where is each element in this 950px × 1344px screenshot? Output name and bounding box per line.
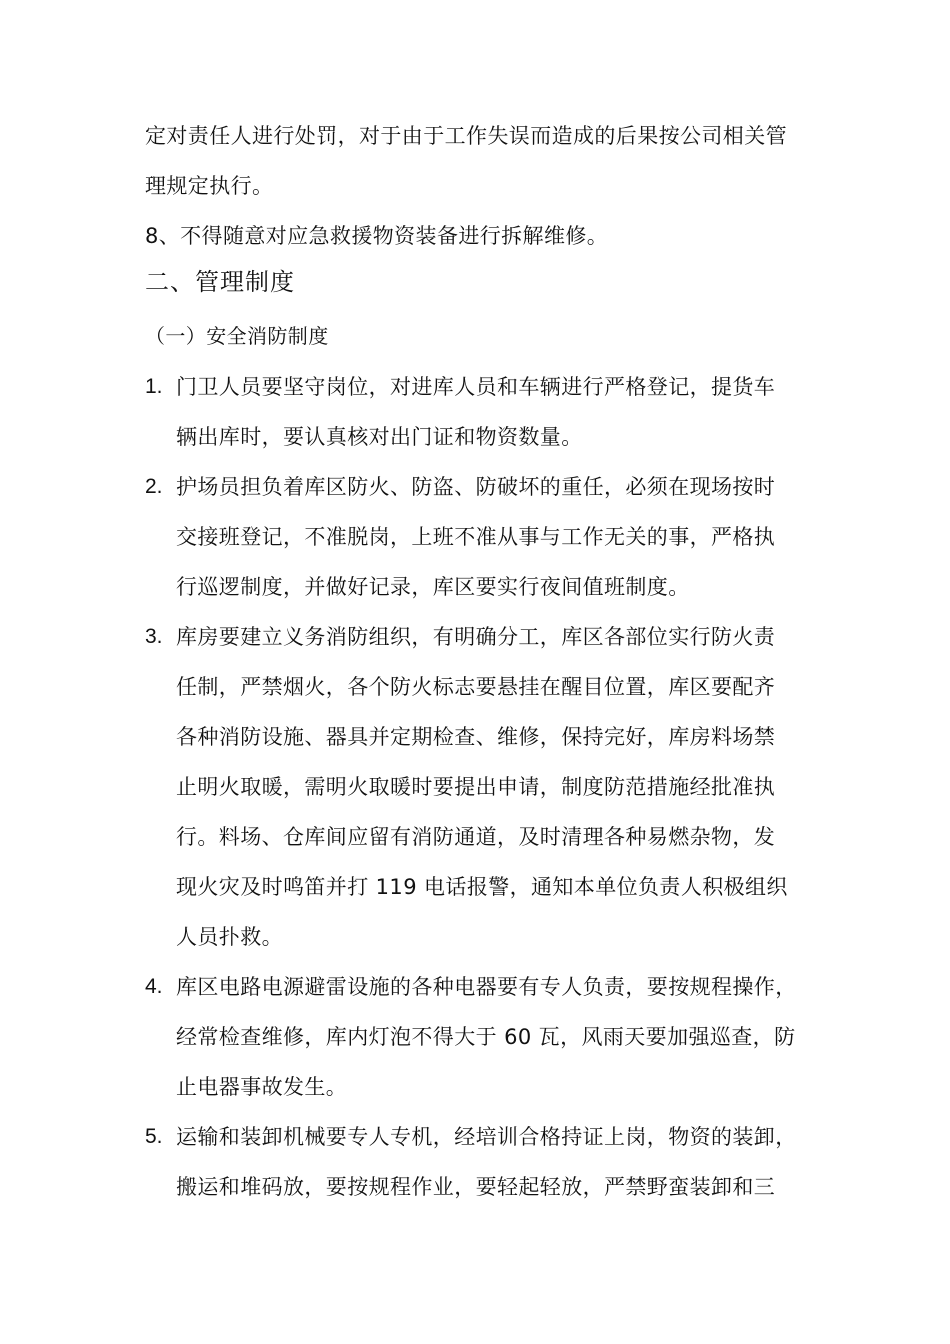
list-item-number: 1. (145, 375, 163, 398)
list-item-number: 3. (145, 625, 163, 648)
continuation-line: 理规定执行。 (145, 174, 274, 198)
list-item-line: 护场员担负着库区防火、防盗、防破坏的重任，必须在现场按时 (176, 475, 776, 499)
list-item-line: 行。料场、仓库间应留有消防通道，及时清理各种易燃杂物，发 (176, 825, 776, 849)
continuation-line: 定对责任人进行处罚，对于由于工作失误而造成的后果按公司相关管 (145, 124, 787, 148)
subsection-heading: （一）安全消防制度 (145, 324, 329, 348)
list-item-line: 任制，严禁烟火，各个防火标志要悬挂在醒目位置，库区要配齐 (176, 675, 776, 699)
item-8: 8、不得随意对应急救援物资装备进行拆解维修。 (145, 224, 609, 248)
list-item-line: 运输和装卸机械要专人专机，经培训合格持证上岗，物资的装卸， (176, 1125, 797, 1149)
list-item-number: 5. (145, 1125, 163, 1148)
list-item-line: 搬运和堆码放，要按规程作业，要轻起轻放，严禁野蛮装卸和三 (176, 1175, 776, 1199)
list-item-line: 交接班登记，不准脱岗，上班不准从事与工作无关的事，严格执 (176, 525, 776, 549)
list-item-line: 经常检查维修，库内灯泡不得大于 60 瓦，风雨天要加强巡查，防 (176, 1025, 796, 1049)
list-item-line: 库房要建立义务消防组织，有明确分工，库区各部位实行防火责 (176, 625, 776, 649)
list-item-line: 现火灾及时鸣笛并打 119 电话报警，通知本单位负责人积极组织 (176, 875, 788, 899)
list-item-line: 行巡逻制度，并做好记录，库区要实行夜间值班制度。 (176, 575, 690, 599)
list-item-number: 4. (145, 975, 163, 998)
list-item-line: 库区电路电源避雷设施的各种电器要有专人负责，要按规程操作， (176, 975, 797, 999)
list-item-line: 各种消防设施、器具并定期检查、维修，保持完好，库房料场禁 (176, 725, 776, 749)
list-item-line: 门卫人员要坚守岗位，对进库人员和车辆进行严格登记，提货车 (176, 375, 776, 399)
list-item-line: 辆出库时，要认真核对出门证和物资数量。 (176, 425, 583, 449)
list-item-line: 止电器事故发生。 (176, 1075, 348, 1099)
list-item-line: 止明火取暖，需明火取暖时要提出申请，制度防范措施经批准执 (176, 775, 776, 799)
section-heading: 二、管理制度 (145, 268, 295, 296)
list-item-number: 2. (145, 475, 163, 498)
list-item-line: 人员扑救。 (176, 925, 283, 949)
